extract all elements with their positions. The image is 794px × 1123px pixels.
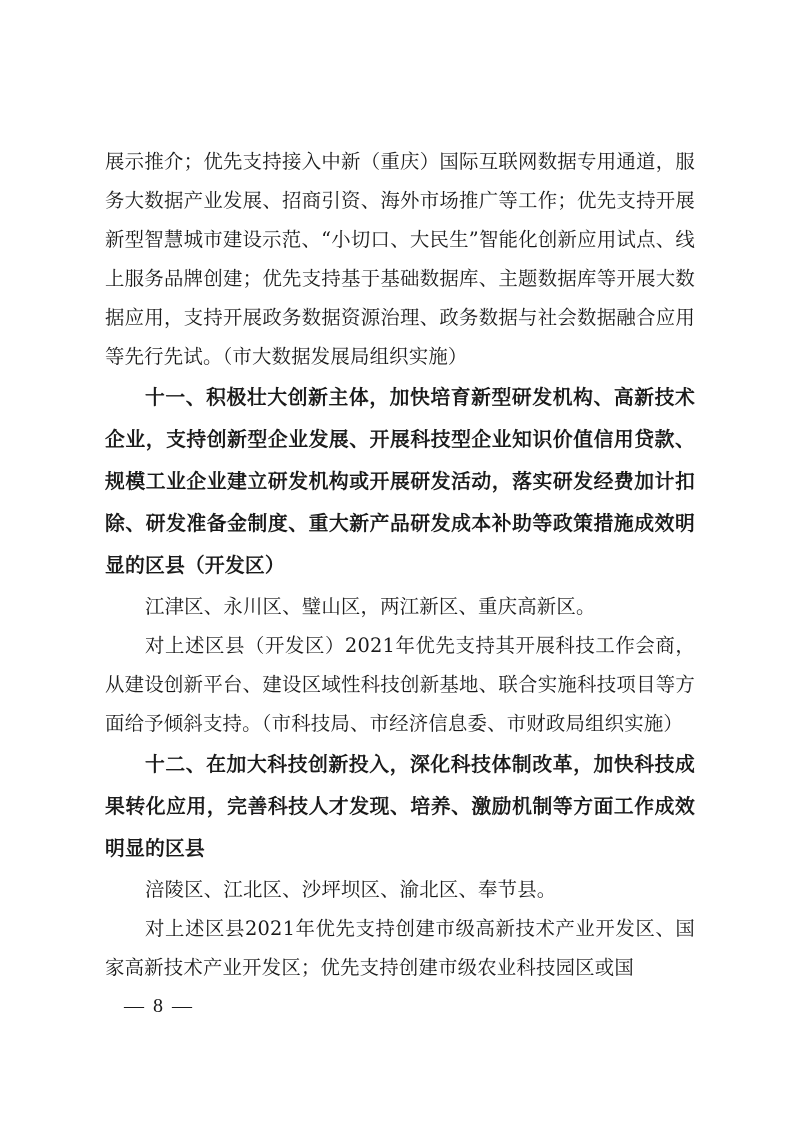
heading-section-11: 十一、积极壮大创新主体，加快培育新型研发机构、高新技术企业，支持创新型企业发展、开展科技型企业知识价值信用贷款、规模工业企业建立研发机构或开展研发活动，落实研发经费加计扣除、研发准备金制度、重大新产品研发成本补助等政策措施成效明显的区县（开发区） xyxy=(105,386,695,577)
paragraph-promotion-support: 展示推介；优先支持接入中新（重庆）国际互联网数据专用通道，服务大数据产业发展、招商引资、海外市场推广等工作；优先支持开展新型智慧城市建设示范、“小切口、大民生”智能化创新应用试点、线上服务品牌创建；优先支持基于基础数据库、主题数据库等开展大数据应用，支持开展政务数据资源治理、政务数据与社会数据融合应用等先行先试。（市大数据发展局组织实施） xyxy=(105,150,695,368)
paragraph-support-12: 对上述区县2021年优先支持创建市级高新技术产业开发区、国家高新技术产业开发区；优先支持创建市级农业科技园区或国 xyxy=(105,917,695,979)
paragraph-districts-12: 涪陵区、江北区、沙坪坝区、渝北区、奉节县。 xyxy=(145,878,557,901)
document-body xyxy=(105,142,695,987)
paragraph-districts-11: 江津区、永川区、璧山区，两江新区、重庆高新区。 xyxy=(145,595,596,618)
heading-section-12: 十二、在加大科技创新投入，深化科技体制改革，加快科技成果转化应用，完善科技人才发现、培养、激励机制等方面工作成效明显的区县 xyxy=(105,753,695,860)
page-number: — 8 — xyxy=(124,995,194,1017)
paragraph-support-11: 对上述区县（开发区）2021年优先支持其开展科技工作会商，从建设创新平台、建设区域性科技创新基地、联合实施科技项目等方面给予倾斜支持。（市科技局、市经济信息委、市财政局组织实施） xyxy=(105,634,695,735)
